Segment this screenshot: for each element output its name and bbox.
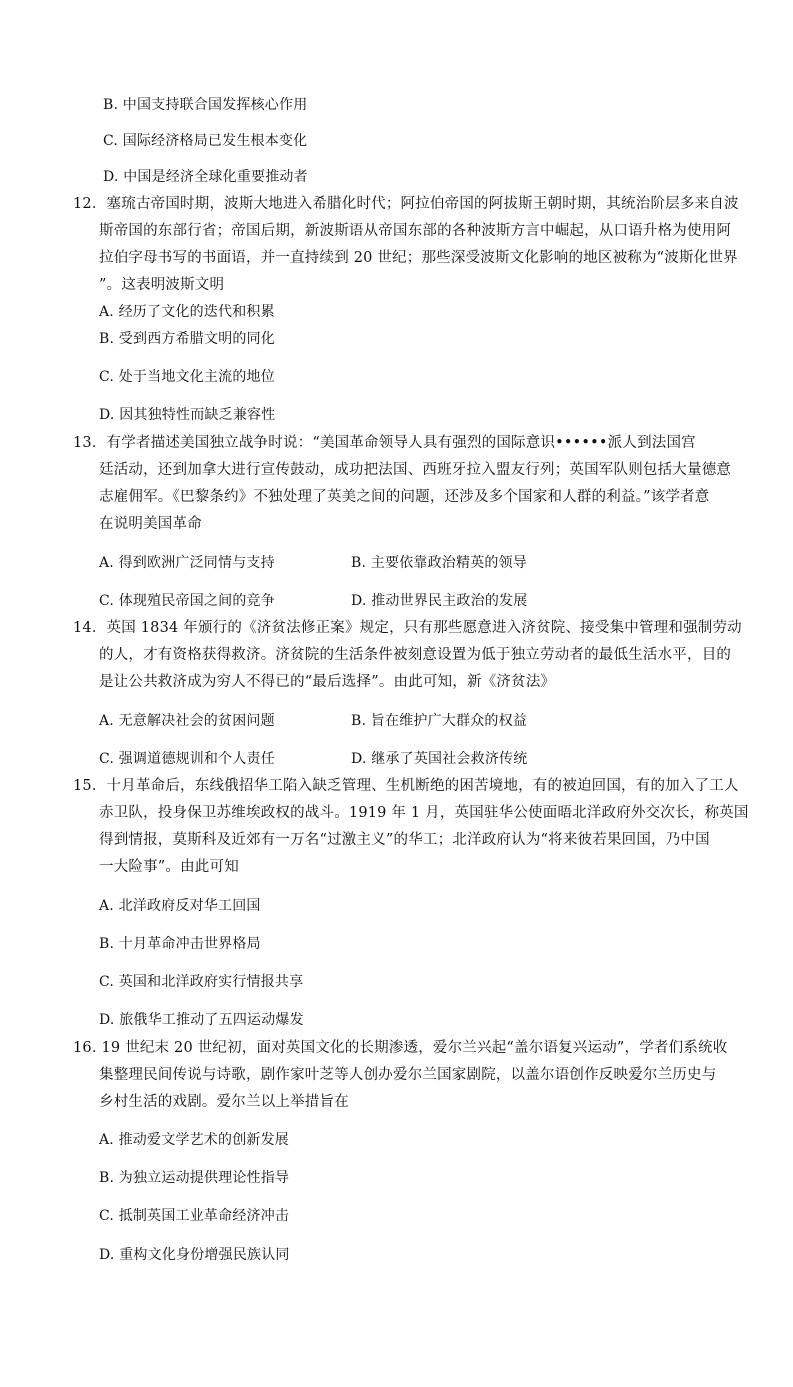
q15-stem-line-2: 赤卫队，投身保卫苏维埃政权的战斗。1919 年 1 月，英国驻华公使面晤北洋政府外交次长，称英国 (99, 805, 749, 821)
q13-option-c: C. 体现殖民帝国之间的竞争 (99, 593, 275, 609)
q13-stem-line-4: 在说明美国革命 (99, 516, 202, 532)
q11-option-c: C. 国际经济格局已发生根本变化 (103, 133, 308, 149)
q16-option-d: D. 重构文化身份增强民族认同 (99, 1247, 290, 1263)
q15-option-b: B. 十月革命冲击世界格局 (99, 936, 261, 952)
q16-stem-line-2: 集整理民间传说与诗歌，剧作家叶芝等人创办爱尔兰国家剧院，以盖尔语创作反映爱尔兰历史与 (99, 1067, 717, 1083)
q12-stem-line-1: 12．塞琉古帝国时期，波斯大地进入希腊化时代；阿拉伯帝国的阿拔斯王朝时期，其统治阶层多来自波 (73, 196, 739, 212)
q13-option-b: B. 主要依靠政治精英的领导 (351, 555, 527, 571)
q14-stem-line-2: 的人，才有资格获得救济。济贫院的生活条件被刻意设置为低于独立劳动者的最低生活水平，目的 (99, 647, 732, 663)
q15-option-c: C. 英国和北洋政府实行情报共享 (99, 974, 304, 990)
q13-option-a: A. 得到欧洲广泛同情与支持 (99, 555, 275, 571)
q15-stem-line-3: 得到情报，莫斯科及近郊有一万名“过激主义”的华工；北洋政府认为“将来彼若果回国，乃中国 (99, 832, 710, 848)
q14-option-d: D. 继承了英国社会救济传统 (351, 751, 528, 767)
q13-stem-line-3: 志雇佣军。《巴黎条约》不独处理了英美之间的问题，还涉及多个国家和人群的利益。”该学者意 (99, 489, 710, 505)
q15-stem-line-4: 一大险事”。由此可知 (99, 859, 239, 875)
q14-option-c: C. 强调道德规训和个人责任 (99, 751, 275, 767)
q16-stem-line-1: 16. 19 世纪末 20 世纪初，面对英国文化的长期渗透，爱尔兰兴起“盖尔语复兴运动”，学者们系统收 (73, 1040, 728, 1056)
q15-stem-line-1: 15．十月革命后，东线俄招华工陷入缺乏管理、生机断绝的困苦境地，有的被迫回国，有的加入了工人 (73, 778, 739, 794)
q12-option-b: B. 受到西方希腊文明的同化 (99, 331, 275, 347)
q13-stem-line-2: 廷活动，还到加拿大进行宣传鼓动，成功把法国、西班牙拉入盟友行列；英国军队则包括大量德意 (99, 462, 732, 478)
q13-stem-line-1: 13．有学者描述美国独立战争时说：“美国革命领导人具有强烈的国际意识••••••派人到法国宫 (73, 435, 696, 451)
q11-option-b: B. 中国支持联合国发挥核心作用 (103, 97, 308, 113)
q12-option-c: C. 处于当地文化主流的地位 (99, 369, 275, 385)
q16-stem-line-3: 乡村生活的戏剧。爱尔兰以上举措旨在 (99, 1094, 349, 1110)
q14-option-a: A. 无意解决社会的贫困问题 (99, 713, 275, 729)
q14-stem-line-3: 是让公共救济成为穷人不得已的“最后选择”。由此可知，新《济贫法》 (99, 674, 556, 690)
q16-option-b: B. 为独立运动提供理论性指导 (99, 1170, 290, 1186)
q12-option-d: D. 因其独特性而缺乏兼容性 (99, 407, 276, 423)
q14-option-b: B. 旨在维护广大群众的权益 (351, 713, 527, 729)
q15-option-d: D. 旅俄华工推动了五四运动爆发 (99, 1012, 304, 1028)
q14-stem-line-1: 14．英国 1834 年颁行的《济贫法修正案》规定，只有那些愿意进入济贫院、接受集中管理和强制劳动 (73, 620, 742, 636)
q11-option-d: D. 中国是经济全球化重要推动者 (103, 169, 308, 185)
q13-option-d: D. 推动世界民主政治的发展 (351, 593, 528, 609)
q12-stem-line-4: ”。这表明波斯文明 (99, 277, 225, 293)
q16-option-a: A. 推动爱文学艺术的创新发展 (99, 1132, 290, 1148)
q15-option-a: A. 北洋政府反对华工回国 (99, 898, 261, 914)
q12-stem-line-2: 斯帝国的东部行省；帝国后期，新波斯语从帝国东部的各种波斯方言中崛起，从口语升格为使用阿 (99, 223, 732, 239)
q12-stem-line-3: 拉伯字母书写的书面语，并一直持续到 20 世纪；那些深受波斯文化影响的地区被称为“波斯化世界 (99, 250, 738, 266)
q12-option-a: A. 经历了文化的迭代和积累 (99, 304, 275, 320)
q16-option-c: C. 抵制英国工业革命经济冲击 (99, 1208, 290, 1224)
